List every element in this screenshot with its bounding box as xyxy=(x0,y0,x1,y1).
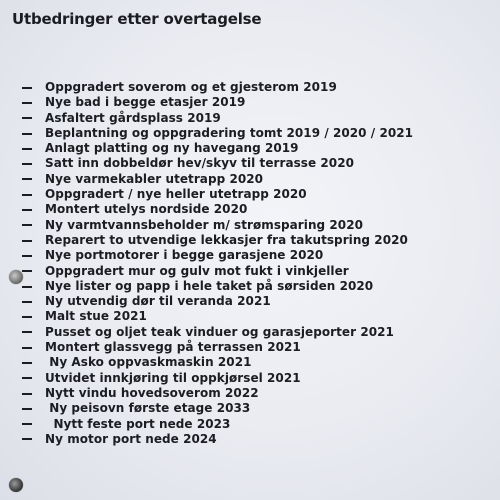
list-item xyxy=(22,264,413,279)
list-item xyxy=(22,248,413,263)
list-item-text: Nye lister og papp i hele taket på sørsiden 2020 xyxy=(45,278,374,293)
list-item xyxy=(22,233,413,248)
list-item-text: Montert glassvegg på terrassen 2021 xyxy=(45,340,301,355)
dash-bullet-icon xyxy=(22,423,32,425)
list-item xyxy=(22,279,413,294)
list-item xyxy=(22,95,413,110)
dash-bullet-icon xyxy=(22,316,32,318)
dash-bullet-icon xyxy=(22,194,32,196)
dash-bullet-icon xyxy=(22,347,32,349)
list-item-text: Nye varmekabler utetrapp 2020 xyxy=(45,171,264,186)
list-item-text: Ny utvendig dør til veranda 2021 xyxy=(45,294,271,309)
list-item-text: Ny Asko oppvaskmaskin 2021 xyxy=(45,355,252,370)
list-item-text: Nye portmotorer i begge garasjene 2020 xyxy=(45,248,324,263)
dash-bullet-icon xyxy=(22,148,32,150)
list-item-text: Ny peisovn første etage 2033 xyxy=(45,401,251,416)
list-item-text: Pusset og oljet teak vinduer og garasjeporter 2021 xyxy=(45,324,394,339)
dash-bullet-icon xyxy=(22,133,32,135)
list-item xyxy=(22,401,413,416)
list-item-text: Ny varmtvannsbeholder m/ strømsparing 2020 xyxy=(45,217,364,232)
list-item-text: Reparert to utvendige lekkasjer fra takutspring 2020 xyxy=(45,232,408,247)
list-item xyxy=(22,386,413,401)
dash-bullet-icon xyxy=(22,393,32,395)
dash-bullet-icon xyxy=(22,331,32,333)
list-item xyxy=(22,294,413,309)
dash-bullet-icon xyxy=(22,224,32,226)
improvement-list xyxy=(22,80,413,447)
dash-bullet-icon xyxy=(22,438,32,440)
list-item xyxy=(22,309,413,324)
list-item xyxy=(22,80,413,95)
dash-bullet-icon xyxy=(22,102,32,104)
dash-bullet-icon xyxy=(22,178,32,180)
list-item-text: Ny motor port nede 2024 xyxy=(45,431,217,446)
dash-bullet-icon xyxy=(22,87,32,89)
list-item-text: Nye bad i begge etasjer 2019 xyxy=(45,95,246,110)
list-item-text: Asfaltert gårdsplass 2019 xyxy=(45,110,221,125)
dash-bullet-icon xyxy=(22,117,32,119)
dash-bullet-icon xyxy=(22,301,32,303)
document-title: Utbedringer etter overtagelse xyxy=(12,10,262,28)
dash-bullet-icon xyxy=(22,270,32,272)
list-item xyxy=(22,202,413,217)
assistive-touch-icon[interactable] xyxy=(9,270,23,284)
list-item-text: Satt inn dobbeldør hev/skyv til terrasse 2020 xyxy=(45,156,354,171)
list-item-text: Oppgradert soverom og et gjesterom 2019 xyxy=(45,80,337,94)
list-item xyxy=(22,141,413,156)
list-item xyxy=(22,325,413,340)
dash-bullet-icon xyxy=(22,377,32,379)
list-item xyxy=(22,371,413,386)
list-item-text: Anlagt platting og ny havegang 2019 xyxy=(45,141,299,156)
list-item-text: Montert utelys nordside 2020 xyxy=(45,202,248,217)
list-item xyxy=(22,218,413,233)
list-item xyxy=(22,111,413,126)
list-item-text: Oppgradert mur og gulv mot fukt i vinkjeller xyxy=(45,263,349,278)
dash-bullet-icon xyxy=(22,408,32,410)
list-item-text: Nytt feste port nede 2023 xyxy=(45,416,231,431)
list-item xyxy=(22,432,413,447)
list-item-text: Utvidet innkjøring til oppkjørsel 2021 xyxy=(45,370,301,385)
assistive-touch-icon[interactable] xyxy=(9,478,23,492)
list-item-text: Oppgradert / nye heller utetrapp 2020 xyxy=(45,187,307,202)
list-item-text: Beplantning og oppgradering tomt 2019 / 2020 / 2021 xyxy=(45,125,414,140)
dash-bullet-icon xyxy=(22,255,32,257)
list-item-text: Nytt vindu hovedsoverom 2022 xyxy=(45,385,259,400)
dash-bullet-icon xyxy=(22,163,32,165)
list-item xyxy=(22,172,413,187)
list-item xyxy=(22,355,413,370)
list-item xyxy=(22,187,413,202)
list-item xyxy=(22,156,413,171)
dash-bullet-icon xyxy=(22,362,32,364)
list-item xyxy=(22,417,413,432)
dash-bullet-icon xyxy=(22,240,32,242)
list-item xyxy=(22,126,413,141)
dash-bullet-icon xyxy=(22,209,32,211)
list-item-text: Malt stue 2021 xyxy=(45,309,147,324)
dash-bullet-icon xyxy=(22,286,32,288)
list-item xyxy=(22,340,413,355)
